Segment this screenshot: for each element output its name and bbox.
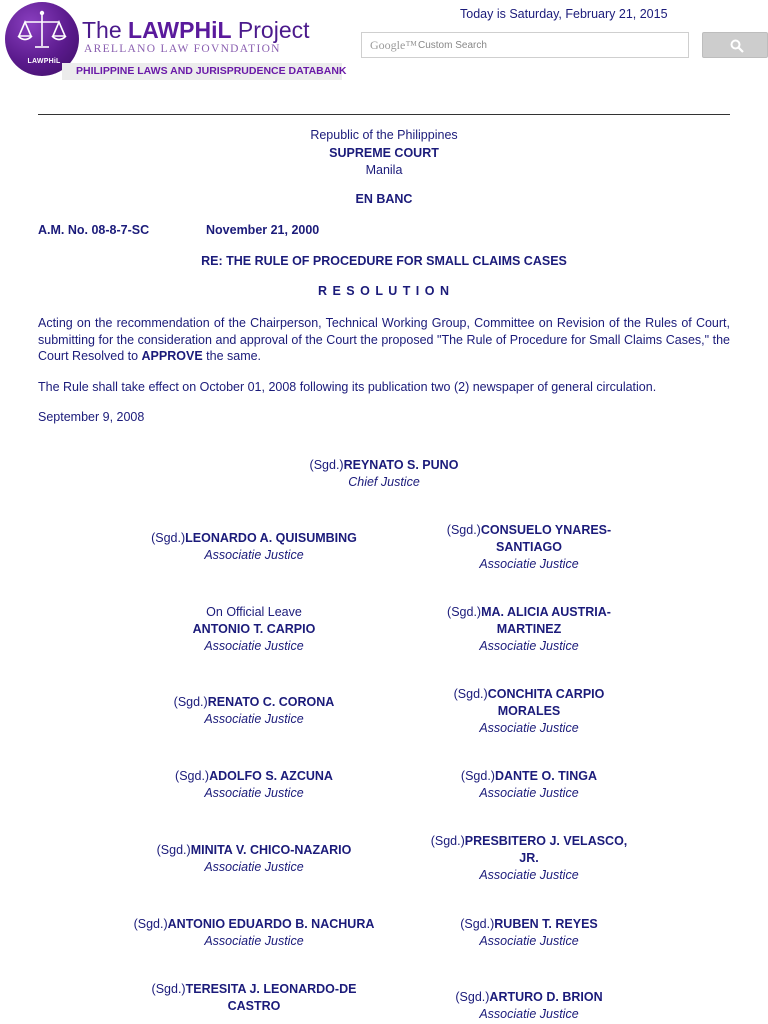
resolution-heading: R E S O L U T I O N	[318, 284, 450, 298]
site-title[interactable]: The LAWPHiL Project	[82, 17, 310, 43]
signatory-left-5: (Sgd.)MINITA V. CHICO-NAZARIO Associatie Justice	[156, 843, 352, 874]
site-subtitle: ARELLANO LAW FOVNDATION	[84, 43, 281, 55]
magnifier-icon	[730, 39, 744, 53]
signatory-left-7: (Sgd.)TERESITA J. LEONARDO-DE CASTRO	[151, 982, 357, 1013]
signatory-right-6: (Sgd.)RUBEN T. REYES Associatie Justice	[460, 917, 598, 948]
signatory-left-2: On Official Leave ANTONIO T. CARPIO Associatie Justice	[192, 605, 316, 653]
signatory-right-7: (Sgd.)ARTURO D. BRION Associatie Justice	[455, 990, 603, 1021]
logo-wordmark: LAWPHiL	[27, 58, 61, 65]
signatory-right-4: (Sgd.)DANTE O. TINGA Associatie Justice	[460, 769, 598, 800]
site-header	[0, 0, 768, 84]
case-subject: RE: THE RULE OF PROCEDURE FOR SMALL CLAIMS CASES	[201, 254, 567, 268]
header-divider	[38, 114, 730, 115]
case-date: November 21, 2000	[206, 223, 320, 237]
search-button[interactable]	[702, 32, 768, 58]
signatory-chief-justice: (Sgd.)REYNATO S. PUNO Chief Justice	[309, 458, 459, 489]
resolution-paragraph-1: Acting on the recommendation of the Chairperson, Technical Working Group, Committee on Revision of the Rules of Court, submitting for the consideration and approval of the Court the proposed "The Rule of Procedure for Small Claims Cases," the Court Resolved to APPROVE the same.	[38, 316, 730, 363]
court-city: Manila	[365, 163, 403, 177]
signatory-right-3: (Sgd.)CONCHITA CARPIO MORALES Associatie Justice	[453, 687, 605, 735]
signatory-left-1: (Sgd.)LEONARDO A. QUISUMBING Associatie Justice	[151, 531, 357, 562]
court-name: SUPREME COURT	[329, 146, 439, 160]
signatory-left-3: (Sgd.)RENATO C. CORONA Associatie Justice	[173, 695, 335, 726]
resolution-paragraph-2: The Rule shall take effect on October 01, 2008 following its publication two (2) newspaper of general circulation.	[38, 380, 657, 394]
signatory-right-1: (Sgd.)CONSUELO YNARES- SANTIAGO Associatie Justice	[446, 523, 612, 571]
republic-line: Republic of the Philippines	[310, 128, 458, 142]
current-date: Today is Saturday, February 21, 2015	[460, 7, 668, 21]
google-logo: Google™	[370, 38, 418, 52]
resolution-date: September 9, 2008	[38, 410, 145, 424]
signatory-left-6: (Sgd.)ANTONIO EDUARDO B. NACHURA Associatie Justice	[133, 917, 375, 948]
case-number: A.M. No. 08-8-7-SC	[38, 223, 150, 237]
signatory-right-5: (Sgd.)PRESBITERO J. VELASCO, JR. Associatie Justice	[430, 834, 628, 882]
division-heading: EN BANC	[355, 192, 413, 206]
site-tagline-bar	[62, 63, 347, 80]
search-input[interactable]	[418, 36, 678, 54]
signatory-right-2: (Sgd.)MA. ALICIA AUSTRIA- MARTINEZ Associatie Justice	[447, 605, 611, 653]
site-tagline: PHILIPPINE LAWS AND JURISPRUDENCE DATABANK	[76, 65, 347, 77]
signatory-left-4: (Sgd.)ADOLFO S. AZCUNA Associatie Justice	[175, 769, 333, 800]
search-box[interactable]	[361, 32, 689, 58]
